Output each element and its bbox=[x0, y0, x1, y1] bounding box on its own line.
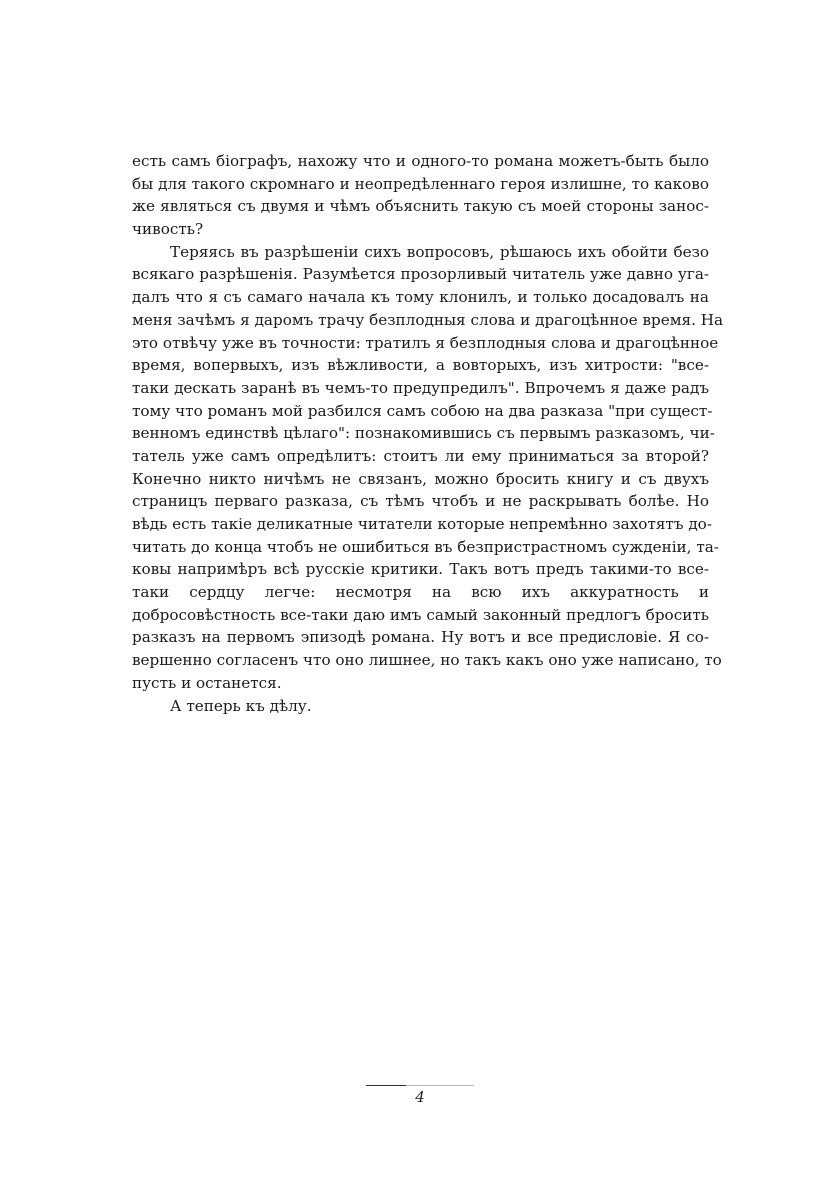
text-line: это отвѣчу уже въ точности: тратилъ я безплодныя слова и драгоцѣнное bbox=[132, 333, 719, 352]
text-line: татель уже самъ опредѣлитъ: стоитъ ли ему приниматься за второй? bbox=[132, 446, 709, 465]
text-line: таки сердцу легче: несмотря на всю ихъ аккуратность и bbox=[132, 583, 709, 602]
text-line: далъ что я съ самаго начала къ тому клонилъ, и только досадовалъ на bbox=[132, 288, 709, 307]
text-line: всякаго разрѣшенiя. Разумѣется прозорливый читатель уже давно уга- bbox=[132, 265, 709, 284]
text-line: меня зачѣмъ я даромъ трачу безплодныя слова и драгоцѣнное время. На bbox=[132, 310, 724, 329]
text-line: вѣдь есть такiе деликатные читатели которые непремѣнно захотятъ до- bbox=[132, 515, 712, 533]
text-line: читать до конца чтобъ не ошибиться въ безпристрастномъ сужденiи, та- bbox=[132, 537, 719, 556]
text-line: добросовѣстность все-таки даю имъ самый законный предлогъ бросить bbox=[132, 605, 709, 624]
text-line: венномъ единствѣ цѣлаго": познакомившись съ первымъ разказомъ, чи- bbox=[132, 424, 715, 443]
text-line: А теперь къ дѣлу. bbox=[170, 696, 312, 715]
text-line: Теряясь въ разрѣшенiи сихъ вопросовъ, рѣшаюсь ихъ обойти безо bbox=[170, 242, 709, 261]
text-line: бы для такого скромнаго и неопредѣленнаго героя излишне, то каково bbox=[132, 174, 709, 193]
text-line: пусть и останется. bbox=[132, 673, 282, 692]
page-body bbox=[132, 150, 724, 717]
text-line: время, вопервыхъ, изъ вѣжливости, а вовторыхъ, изъ хитрости: "все- bbox=[132, 356, 709, 375]
text-line: таки дескать заранѣ въ чемъ-то предупредилъ". Впрочемъ я даже радъ bbox=[132, 378, 709, 397]
text-line: страницъ перваго разказа, съ тѣмъ чтобъ и не раскрывать болѣе. Но bbox=[132, 492, 709, 511]
page-number: 4 bbox=[415, 1088, 425, 1106]
text-line: ковы напримѣръ всѣ русскiе критики. Такъ вотъ предъ такими-то все- bbox=[132, 560, 709, 579]
text-line: разказъ на первомъ эпизодѣ романа. Ну вотъ и все предисловiе. Я со- bbox=[132, 628, 709, 647]
text-line: же являться съ двумя и чѣмъ объяснить такую съ моей стороны занос- bbox=[132, 197, 709, 216]
text-line: есть самъ бiографъ, нахожу что и одного-то романа можетъ-быть было bbox=[132, 152, 709, 170]
footer-rule-accent bbox=[366, 1085, 406, 1086]
text-line: тому что романъ мой разбился самъ собою на два разказа "при сущест- bbox=[132, 401, 713, 420]
text-line: чивость? bbox=[132, 220, 204, 239]
text-line: вершенно согласенъ что оно лишнее, но такъ какъ оно уже написано, то bbox=[132, 651, 722, 670]
text-line: Конечно никто ничѣмъ не связанъ, можно бросить книгу и съ двухъ bbox=[132, 469, 709, 488]
